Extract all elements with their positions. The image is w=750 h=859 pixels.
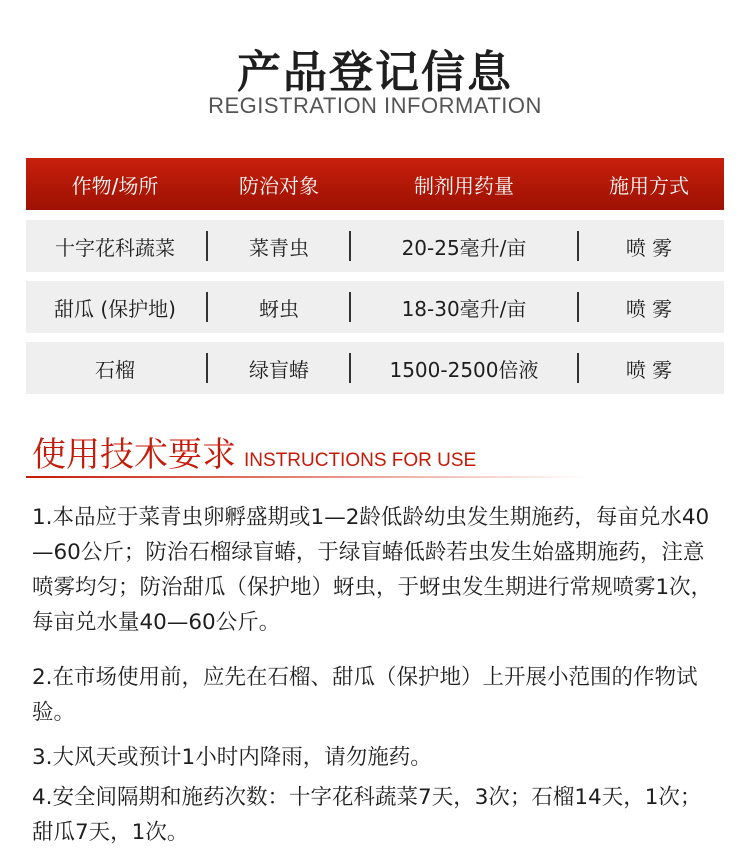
cell-target: 蚜虫 (259, 296, 299, 321)
column-divider (349, 292, 351, 322)
instruction-item: 2.在市场使用前，应先在石榴、甜瓜（保护地）上开展小范围的作物试验。 (32, 665, 698, 725)
cell-target: 菜青虫 (249, 235, 309, 260)
table-row (26, 342, 724, 394)
instruction-item: 4.安全间隔期和施药次数：十字花科蔬菜7天，3次；石榴14天，1次；甜瓜7天，1次。 (32, 785, 702, 845)
column-divider (206, 292, 208, 322)
cell-dosage: 20-25毫升/亩 (401, 235, 527, 260)
cell-method: 喷 雾 (625, 235, 673, 260)
column-header-target: 防治对象 (239, 173, 319, 198)
instructions-title-en: INSTRUCTIONS FOR USE (244, 450, 477, 471)
instructions-title: 使用技术要求 (32, 435, 236, 475)
column-divider (206, 353, 208, 383)
page-title: 产品登记信息 (237, 47, 513, 98)
column-header-crop: 作物/场所 (71, 173, 159, 198)
column-divider (349, 231, 351, 261)
instructions-heading (32, 427, 476, 476)
column-divider (206, 231, 208, 261)
cell-method: 喷 雾 (625, 357, 673, 382)
cell-crop: 甜瓜 (保护地) (54, 296, 176, 321)
instruction-item: 3.大风天或预计1小时内降雨，请勿施药。 (32, 745, 432, 770)
cell-crop: 石榴 (95, 357, 135, 382)
cell-dosage: 1500-2500倍液 (389, 357, 539, 382)
cell-method: 喷 雾 (625, 296, 673, 321)
column-header-dosage: 制剂用药量 (414, 173, 514, 198)
instruction-item: 1.本品应于菜青虫卵孵盛期或1—2龄低龄幼虫发生期施药，每亩兑水40—60公斤；防治石榴绿盲蝽，于绿盲蝽低龄若虫发生始盛期施药，注意喷雾均匀；防治甜瓜（保护地）蚜虫，于蚜虫发生期进行常规喷雾1次，每亩兑水量40—60公斤。 (32, 505, 713, 635)
column-header-method: 施用方式 (609, 173, 689, 198)
column-divider (349, 353, 351, 383)
column-divider (577, 292, 579, 322)
section-divider (26, 476, 586, 478)
column-divider (577, 353, 579, 383)
table-row (26, 281, 724, 333)
column-divider (577, 231, 579, 261)
cell-crop: 十字花科蔬菜 (55, 235, 175, 260)
cell-target: 绿盲蝽 (249, 357, 309, 382)
cell-dosage: 18-30毫升/亩 (401, 296, 527, 321)
page-subtitle: REGISTRATION INFORMATION (208, 93, 542, 118)
registration-table-header (26, 158, 724, 210)
table-row (26, 220, 724, 272)
